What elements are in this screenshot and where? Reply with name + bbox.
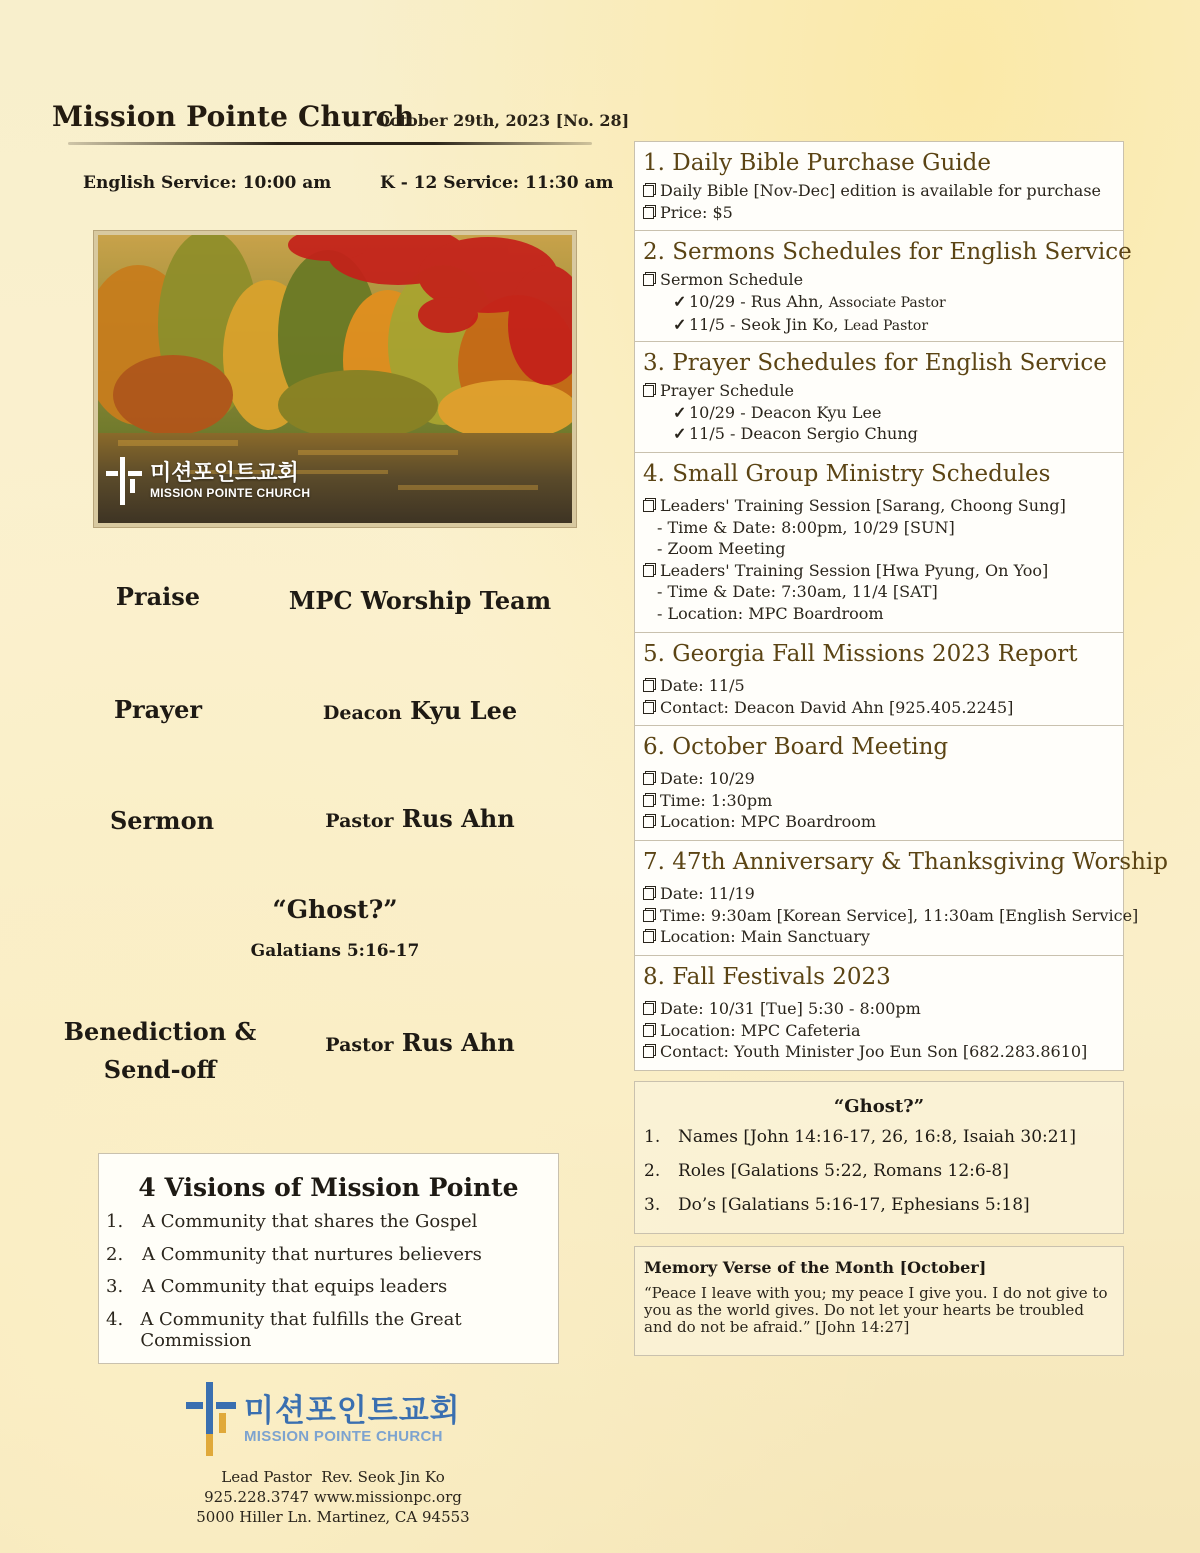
list-item bbox=[106, 1276, 558, 1309]
line-role: Associate Pastor bbox=[828, 294, 946, 311]
benediction-pastor-title: Pastor bbox=[325, 1034, 394, 1056]
line-text: Date: 11/19 bbox=[660, 884, 755, 903]
prayer-leader-name: Kyu Lee bbox=[410, 696, 518, 725]
announcement-title: 5. Georgia Fall Missions 2023 Report bbox=[643, 641, 1078, 667]
phone-website: 925.228.3747 www.missionpc.org bbox=[204, 1488, 462, 1506]
lead-pastor: Lead Pastor Rev. Seok Jin Ko bbox=[221, 1468, 445, 1486]
vision-number: 3. bbox=[106, 1276, 124, 1297]
benediction-label-line1: Benediction & bbox=[63, 1017, 257, 1046]
announcement-line bbox=[643, 1020, 1115, 1042]
announcement-8 bbox=[635, 956, 1123, 1070]
checkbox-icon bbox=[643, 680, 654, 692]
announcement-subline bbox=[643, 423, 1115, 445]
announcement-line bbox=[643, 675, 1115, 697]
checkbox-icon bbox=[643, 274, 654, 286]
announcement-detail: - Zoom Meeting bbox=[657, 539, 786, 558]
announcement-line bbox=[643, 202, 1115, 224]
announcement-title: 8. Fall Festivals 2023 bbox=[643, 964, 891, 990]
checkbox-icon bbox=[643, 500, 654, 512]
check-icon: ✓ bbox=[673, 402, 687, 422]
english-service-time: English Service: 10:00 am bbox=[83, 173, 332, 193]
benediction-label bbox=[60, 1013, 260, 1089]
line-text: Leaders' Training Session [Hwa Pyung, On Yoo] bbox=[660, 560, 1049, 580]
sermon-preacher-title: Pastor bbox=[325, 810, 394, 832]
checkbox-icon bbox=[643, 773, 654, 785]
checkbox-icon bbox=[643, 1046, 654, 1058]
checkbox-icon bbox=[643, 795, 654, 807]
announcement-line bbox=[643, 905, 1139, 927]
autumn-lake-photo bbox=[94, 231, 576, 527]
benediction-pastor-name: Rus Ahn bbox=[401, 1028, 515, 1057]
photo-church-logo bbox=[106, 457, 310, 505]
checkbox-icon bbox=[643, 1003, 654, 1015]
photo-logo-english: MISSION POINTE CHURCH bbox=[150, 486, 311, 500]
announcement-title: 6. October Board Meeting bbox=[643, 734, 949, 760]
announcement-detail: - Time & Date: 7:30am, 11/4 [SAT] bbox=[657, 582, 938, 601]
header-divider bbox=[68, 142, 592, 145]
memory-verse-box bbox=[634, 1246, 1124, 1356]
address: 5000 Hiller Ln. Martinez, CA 94553 bbox=[196, 1508, 470, 1526]
list-item bbox=[106, 1308, 558, 1351]
announcement-title: 2. Sermons Schedules for English Service bbox=[643, 239, 1132, 265]
sermon-scripture: Galatians 5:16-17 bbox=[250, 941, 420, 961]
checkbox-icon bbox=[643, 1025, 654, 1037]
sermon-outline-list bbox=[635, 1125, 1123, 1227]
issue-date: October 29th, 2023 [No. 28] bbox=[376, 111, 630, 130]
announcement-1 bbox=[635, 142, 1123, 231]
announcement-title: 7. 47th Anniversary & Thanksgiving Worship bbox=[643, 849, 1168, 875]
check-icon: ✓ bbox=[673, 424, 687, 443]
vision-text: A Community that fulfills the Great Commission bbox=[140, 1308, 462, 1351]
line-text: Leaders' Training Session [Sarang, Choong Sung] bbox=[660, 496, 1066, 515]
announcement-subline bbox=[643, 402, 1115, 424]
sermon-preacher bbox=[260, 804, 580, 833]
cross-logo-icon bbox=[186, 1382, 238, 1456]
benediction-pastor bbox=[260, 1028, 580, 1057]
check-icon: ✓ bbox=[673, 315, 687, 334]
line-text: Contact: Youth Minister Joo Eun Son [682.283.8610] bbox=[660, 1042, 1088, 1061]
church-name: Mission Pointe Church bbox=[52, 100, 415, 133]
line-text: Daily Bible [Nov-Dec] edition is available for purchase bbox=[660, 181, 1102, 200]
sermon-title: “Ghost?” bbox=[272, 895, 398, 924]
checkbox-icon bbox=[643, 185, 654, 197]
checkbox-icon bbox=[643, 565, 654, 577]
visions-box bbox=[98, 1153, 559, 1364]
vision-number: 1. bbox=[106, 1211, 124, 1232]
line-text: Sermon Schedule bbox=[660, 270, 804, 289]
announcement-detail: - Time & Date: 8:00pm, 10/29 [SUN] bbox=[657, 517, 955, 537]
line-role: Lead Pastor bbox=[843, 318, 929, 334]
line-text: 11/5 - Seok Jin Ko, bbox=[689, 315, 839, 334]
list-item bbox=[106, 1211, 558, 1244]
announcement-4 bbox=[635, 453, 1123, 633]
memory-verse-title: Memory Verse of the Month [October] bbox=[644, 1258, 987, 1277]
photo-logo-korean: 미션포인트교회 bbox=[150, 461, 299, 486]
announcement-title: 3. Prayer Schedules for English Service bbox=[643, 350, 1107, 376]
outline-number: 2. bbox=[644, 1161, 661, 1181]
visions-list bbox=[99, 1211, 558, 1351]
line-text: Prayer Schedule bbox=[660, 381, 795, 400]
announcement-title: 1. Daily Bible Purchase Guide bbox=[643, 150, 991, 176]
announcement-line bbox=[643, 926, 1115, 948]
line-text: Time: 1:30pm bbox=[660, 790, 773, 810]
sermon-outline-box bbox=[634, 1081, 1124, 1234]
announcement-line bbox=[643, 380, 1115, 402]
line-text: Price: $5 bbox=[660, 202, 733, 222]
announcement-subline bbox=[643, 314, 1115, 338]
church-logo bbox=[186, 1382, 461, 1456]
line-text: Date: 10/29 bbox=[660, 769, 755, 788]
announcement-line bbox=[643, 495, 1115, 517]
announcement-6 bbox=[635, 726, 1123, 841]
line-text: Time: 9:30am [Korean Service], 11:30am [English Service] bbox=[660, 905, 1139, 925]
logo-korean-text: 미션포인트교회 bbox=[244, 1392, 461, 1429]
outline-text: Roles [Galations 5:22, Romans 12:6-8] bbox=[678, 1161, 1009, 1181]
prayer-leader bbox=[260, 696, 580, 725]
announcement-line bbox=[643, 998, 1115, 1020]
announcement-line bbox=[643, 180, 1115, 202]
line-text: Contact: Deacon David Ahn [925.405.2245] bbox=[660, 697, 1014, 717]
announcements-panel bbox=[634, 141, 1168, 1071]
list-item bbox=[106, 1244, 558, 1277]
line-text: Location: Main Sanctuary bbox=[660, 927, 870, 946]
announcement-subline bbox=[643, 291, 1115, 315]
cross-logo-icon bbox=[106, 457, 146, 505]
checkbox-icon bbox=[643, 931, 654, 943]
footer-contact bbox=[180, 1467, 486, 1527]
announcement-7 bbox=[635, 841, 1168, 956]
vision-text: A Community that shares the Gospel bbox=[142, 1211, 478, 1232]
line-text: 10/29 - Rus Ahn, bbox=[689, 291, 824, 311]
sermon-preacher-name: Rus Ahn bbox=[401, 804, 515, 833]
checkbox-icon bbox=[643, 816, 654, 828]
announcement-line bbox=[643, 269, 1115, 291]
announcement-title: 4. Small Group Ministry Schedules bbox=[643, 461, 1051, 487]
sermon-label: Sermon bbox=[109, 806, 215, 835]
prayer-label: Prayer bbox=[113, 695, 203, 724]
announcement-3 bbox=[635, 342, 1123, 453]
announcement-line bbox=[643, 1041, 1115, 1063]
praise-leader: MPC Worship Team bbox=[288, 586, 552, 615]
announcement-line bbox=[643, 560, 1115, 582]
prayer-leader-title: Deacon bbox=[322, 702, 402, 724]
praise-label: Praise bbox=[115, 582, 201, 611]
benediction-label-line2: Send-off bbox=[103, 1055, 217, 1084]
checkbox-icon bbox=[643, 207, 654, 219]
checkbox-icon bbox=[643, 888, 654, 900]
vision-text: A Community that nurtures believers bbox=[142, 1243, 482, 1265]
announcement-5 bbox=[635, 633, 1123, 726]
list-item bbox=[644, 1193, 1123, 1227]
announcement-detail: - Location: MPC Boardroom bbox=[657, 603, 884, 623]
logo-english-text: MISSION POINTE CHURCH bbox=[244, 1427, 443, 1445]
k12-service-time: K - 12 Service: 11:30 am bbox=[380, 173, 614, 193]
line-text: 11/5 - Deacon Sergio Chung bbox=[689, 424, 918, 443]
line-text: 10/29 - Deacon Kyu Lee bbox=[689, 402, 882, 422]
checkbox-icon bbox=[643, 702, 654, 714]
sermon-outline-title: “Ghost?” bbox=[833, 1096, 925, 1117]
announcement-line bbox=[643, 883, 1115, 905]
announcement-line bbox=[643, 697, 1115, 719]
outline-text: Names [John 14:16-17, 26, 16:8, Isaiah 30:21] bbox=[678, 1127, 1077, 1147]
announcement-line bbox=[643, 790, 1115, 812]
announcement-2 bbox=[635, 231, 1132, 342]
vision-text: A Community that equips leaders bbox=[142, 1276, 448, 1297]
visions-title: 4 Visions of Mission Pointe bbox=[138, 1173, 519, 1202]
memory-verse-text: “Peace I leave with you; my peace I give you. I do not give to you as the world gives. Do not let your hearts be troubled and do not be afraid.” [John 14:27] bbox=[644, 1284, 1108, 1336]
vision-number: 4. bbox=[106, 1308, 124, 1330]
outline-text: Do’s [Galatians 5:16-17, Ephesians 5:18] bbox=[678, 1195, 1030, 1215]
vision-number: 2. bbox=[106, 1243, 124, 1265]
list-item bbox=[644, 1159, 1123, 1193]
outline-number: 1. bbox=[644, 1127, 661, 1147]
check-icon: ✓ bbox=[673, 291, 687, 311]
checkbox-icon bbox=[643, 385, 654, 397]
outline-number: 3. bbox=[644, 1195, 661, 1215]
line-text: Location: MPC Boardroom bbox=[660, 812, 877, 831]
announcement-line bbox=[643, 768, 1115, 790]
checkbox-icon bbox=[643, 910, 654, 922]
line-text: Date: 11/5 bbox=[660, 676, 745, 695]
line-text: Location: MPC Cafeteria bbox=[660, 1020, 861, 1040]
list-item bbox=[644, 1125, 1123, 1159]
line-text: Date: 10/31 [Tue] 5:30 - 8:00pm bbox=[660, 999, 921, 1018]
announcement-line bbox=[643, 811, 1115, 833]
